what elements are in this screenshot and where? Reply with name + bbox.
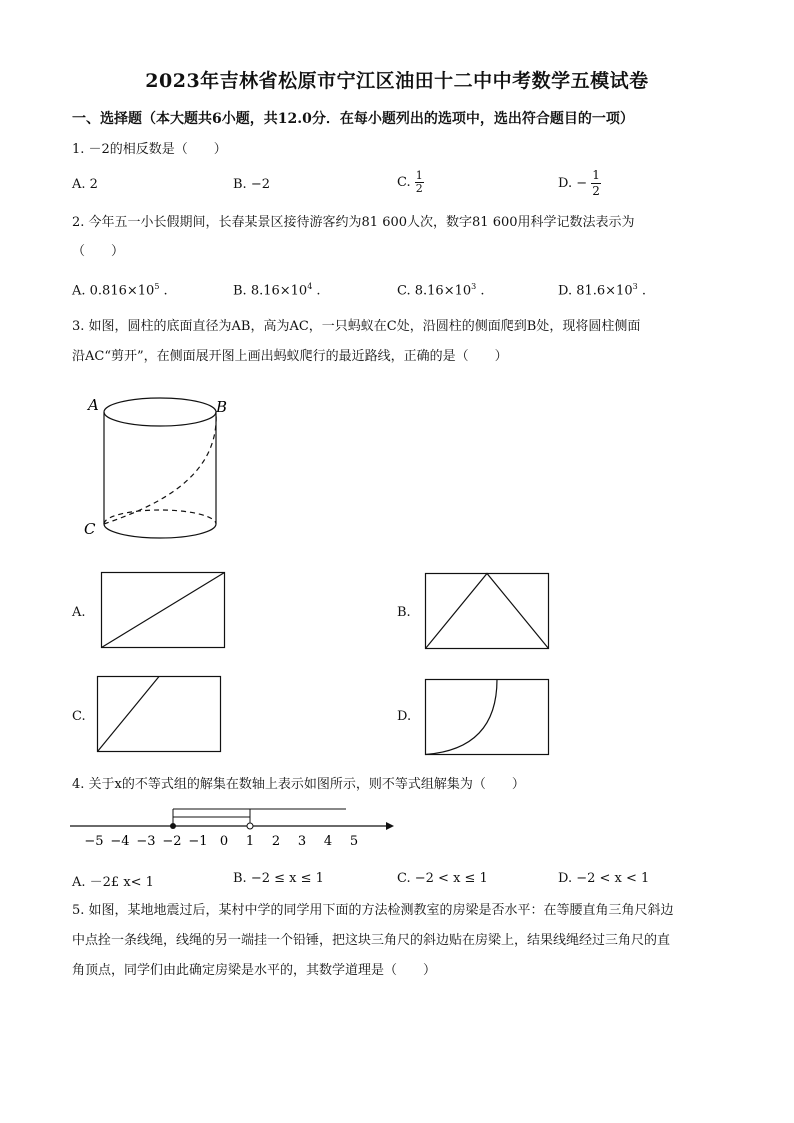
q3-option-d-figure[interactable] (425, 679, 549, 755)
page-title: 2023年吉林省松原市宁江区油田十二中中考数学五模试卷 (145, 70, 649, 92)
q3-option-c-figure[interactable] (97, 676, 221, 752)
q4-option-b[interactable]: B. −2 ≤ x ≤ 1 (233, 871, 324, 886)
number-line (70, 805, 400, 855)
number-line-tick-label: −1 (188, 834, 208, 849)
q2-option-d[interactable]: D. $81.6\times 10^3$ . (558, 282, 646, 299)
q2-d-base: D. 81.6×10 (558, 283, 633, 299)
q2-option-c[interactable]: C. $8.16\times 10^3$ . (397, 282, 485, 299)
number-line-tick-label: 4 (323, 834, 333, 849)
q4-option-c[interactable]: C. −2 < x ≤ 1 (397, 871, 488, 886)
q2-option-a[interactable]: A. $0.816\times 10^5$ . (72, 282, 168, 299)
number-line-tick-label: −4 (110, 834, 130, 849)
q1-d-denominator: 2 (592, 184, 600, 198)
q3-option-b-label[interactable]: B. (397, 605, 411, 620)
q3-option-a-figure[interactable] (101, 572, 225, 648)
q1-option-c-fraction (415, 170, 424, 195)
q3-option-d-label[interactable]: D. (397, 709, 412, 724)
ant-path-dashed (104, 412, 216, 524)
q5-line3: 角顶点，同学们由此确定房梁是水平的，其数学道理是（ ） (72, 963, 437, 978)
q2-c-base: C. 8.16×10 (397, 283, 472, 299)
q1-c-numerator: 1 (415, 169, 423, 182)
q4-option-d[interactable]: D. −2 < x < 1 (558, 871, 650, 886)
q1-option-c[interactable] (397, 170, 424, 195)
q1-option-c-prefix: C. (397, 175, 415, 190)
q1-option-b[interactable]: B. −2 (233, 177, 270, 192)
q2-b-base: B. 8.16×10 (233, 283, 308, 299)
cylinder-figure (80, 390, 280, 570)
q1-option-d[interactable] (558, 168, 601, 199)
cylinder-bottom-back (104, 510, 216, 524)
number-line-tick-label: −3 (136, 834, 156, 849)
number-line-tick-label: −2 (162, 834, 182, 849)
q1-c-denominator: 2 (415, 182, 423, 195)
q2-option-b[interactable]: B. $8.16\times 10^4$ . (233, 282, 321, 299)
section-heading: 一、选择题（本大题共6小题，共12.0分．在每小题列出的选项中，选出符合题目的一项） (72, 111, 634, 127)
q3-option-b-figure[interactable] (425, 573, 549, 649)
q4-stem: 4. 关于x的不等式组的解集在数轴上表示如图所示，则不等式组解集为（ ） (72, 777, 525, 792)
number-line-tick-label: 2 (271, 834, 281, 849)
number-line-tick-label: 1 (245, 834, 255, 849)
number-line-tick-label: −5 (84, 834, 104, 849)
q2-a-base: A. 0.816×10 (72, 283, 155, 299)
q2-b-exponent: 4 (307, 282, 313, 291)
q5-line2: 中点拴一条线绳，线绳的另一端挂一个铅锤，把这块三角尺的斜边贴在房梁上，结果线绳经过三角尺的直 (72, 933, 671, 948)
q2-a-exponent: 5 (154, 282, 160, 291)
q5-line1: 5. 如图，某地地震过后，某村中学的同学用下面的方法检测教室的房梁是否水平：在等腰直角三角尺斜边 (72, 903, 674, 918)
cylinder-label-a: A (88, 396, 99, 414)
q1-d-numerator: 1 (592, 168, 600, 182)
cylinder-label-c: C (84, 520, 96, 538)
q2-stem-paren: （ ） (72, 244, 125, 259)
number-line-arrow (386, 822, 394, 830)
q3-stem: 3. 如图，圆柱的底面直径为AB，高为AC，一只蚂蚁在C处，沿圆柱的侧面爬到B处，现将圆柱侧面 (72, 319, 641, 334)
q1-stem: 1. －2的相反数是（ ） (72, 142, 227, 157)
q3-stem-line2: 沿AC“剪开”，在侧面展开图上画出蚂蚁爬行的最近路线，正确的是（ ） (72, 349, 508, 364)
q3-option-c-label[interactable]: C. (72, 709, 86, 724)
q3-option-a-label[interactable]: A. (72, 605, 86, 620)
cylinder-label-b: B (216, 398, 228, 416)
cylinder-top-ellipse (104, 398, 216, 426)
number-line-tick-label: 5 (349, 834, 359, 849)
q2-stem: 2. 今年五一小长假期间，长春某景区接待游客约为81 600人次，数字81 600用科学记数法表示为 (72, 215, 635, 230)
cylinder-bottom-front (104, 524, 216, 538)
closed-endpoint-dot (170, 823, 176, 829)
number-line-tick-label: 3 (297, 834, 307, 849)
q1-option-d-prefix: D. − (558, 176, 588, 191)
q1-option-d-fraction (591, 168, 601, 199)
number-line-tick-label: 0 (219, 834, 229, 849)
q2-d-exponent: 3 (632, 282, 638, 291)
q2-c-exponent: 3 (471, 282, 477, 291)
q1-option-a[interactable]: A. 2 (72, 177, 98, 192)
q4-option-a[interactable]: A. －2£ x< 1 (72, 875, 154, 890)
open-endpoint-dot (247, 823, 253, 829)
